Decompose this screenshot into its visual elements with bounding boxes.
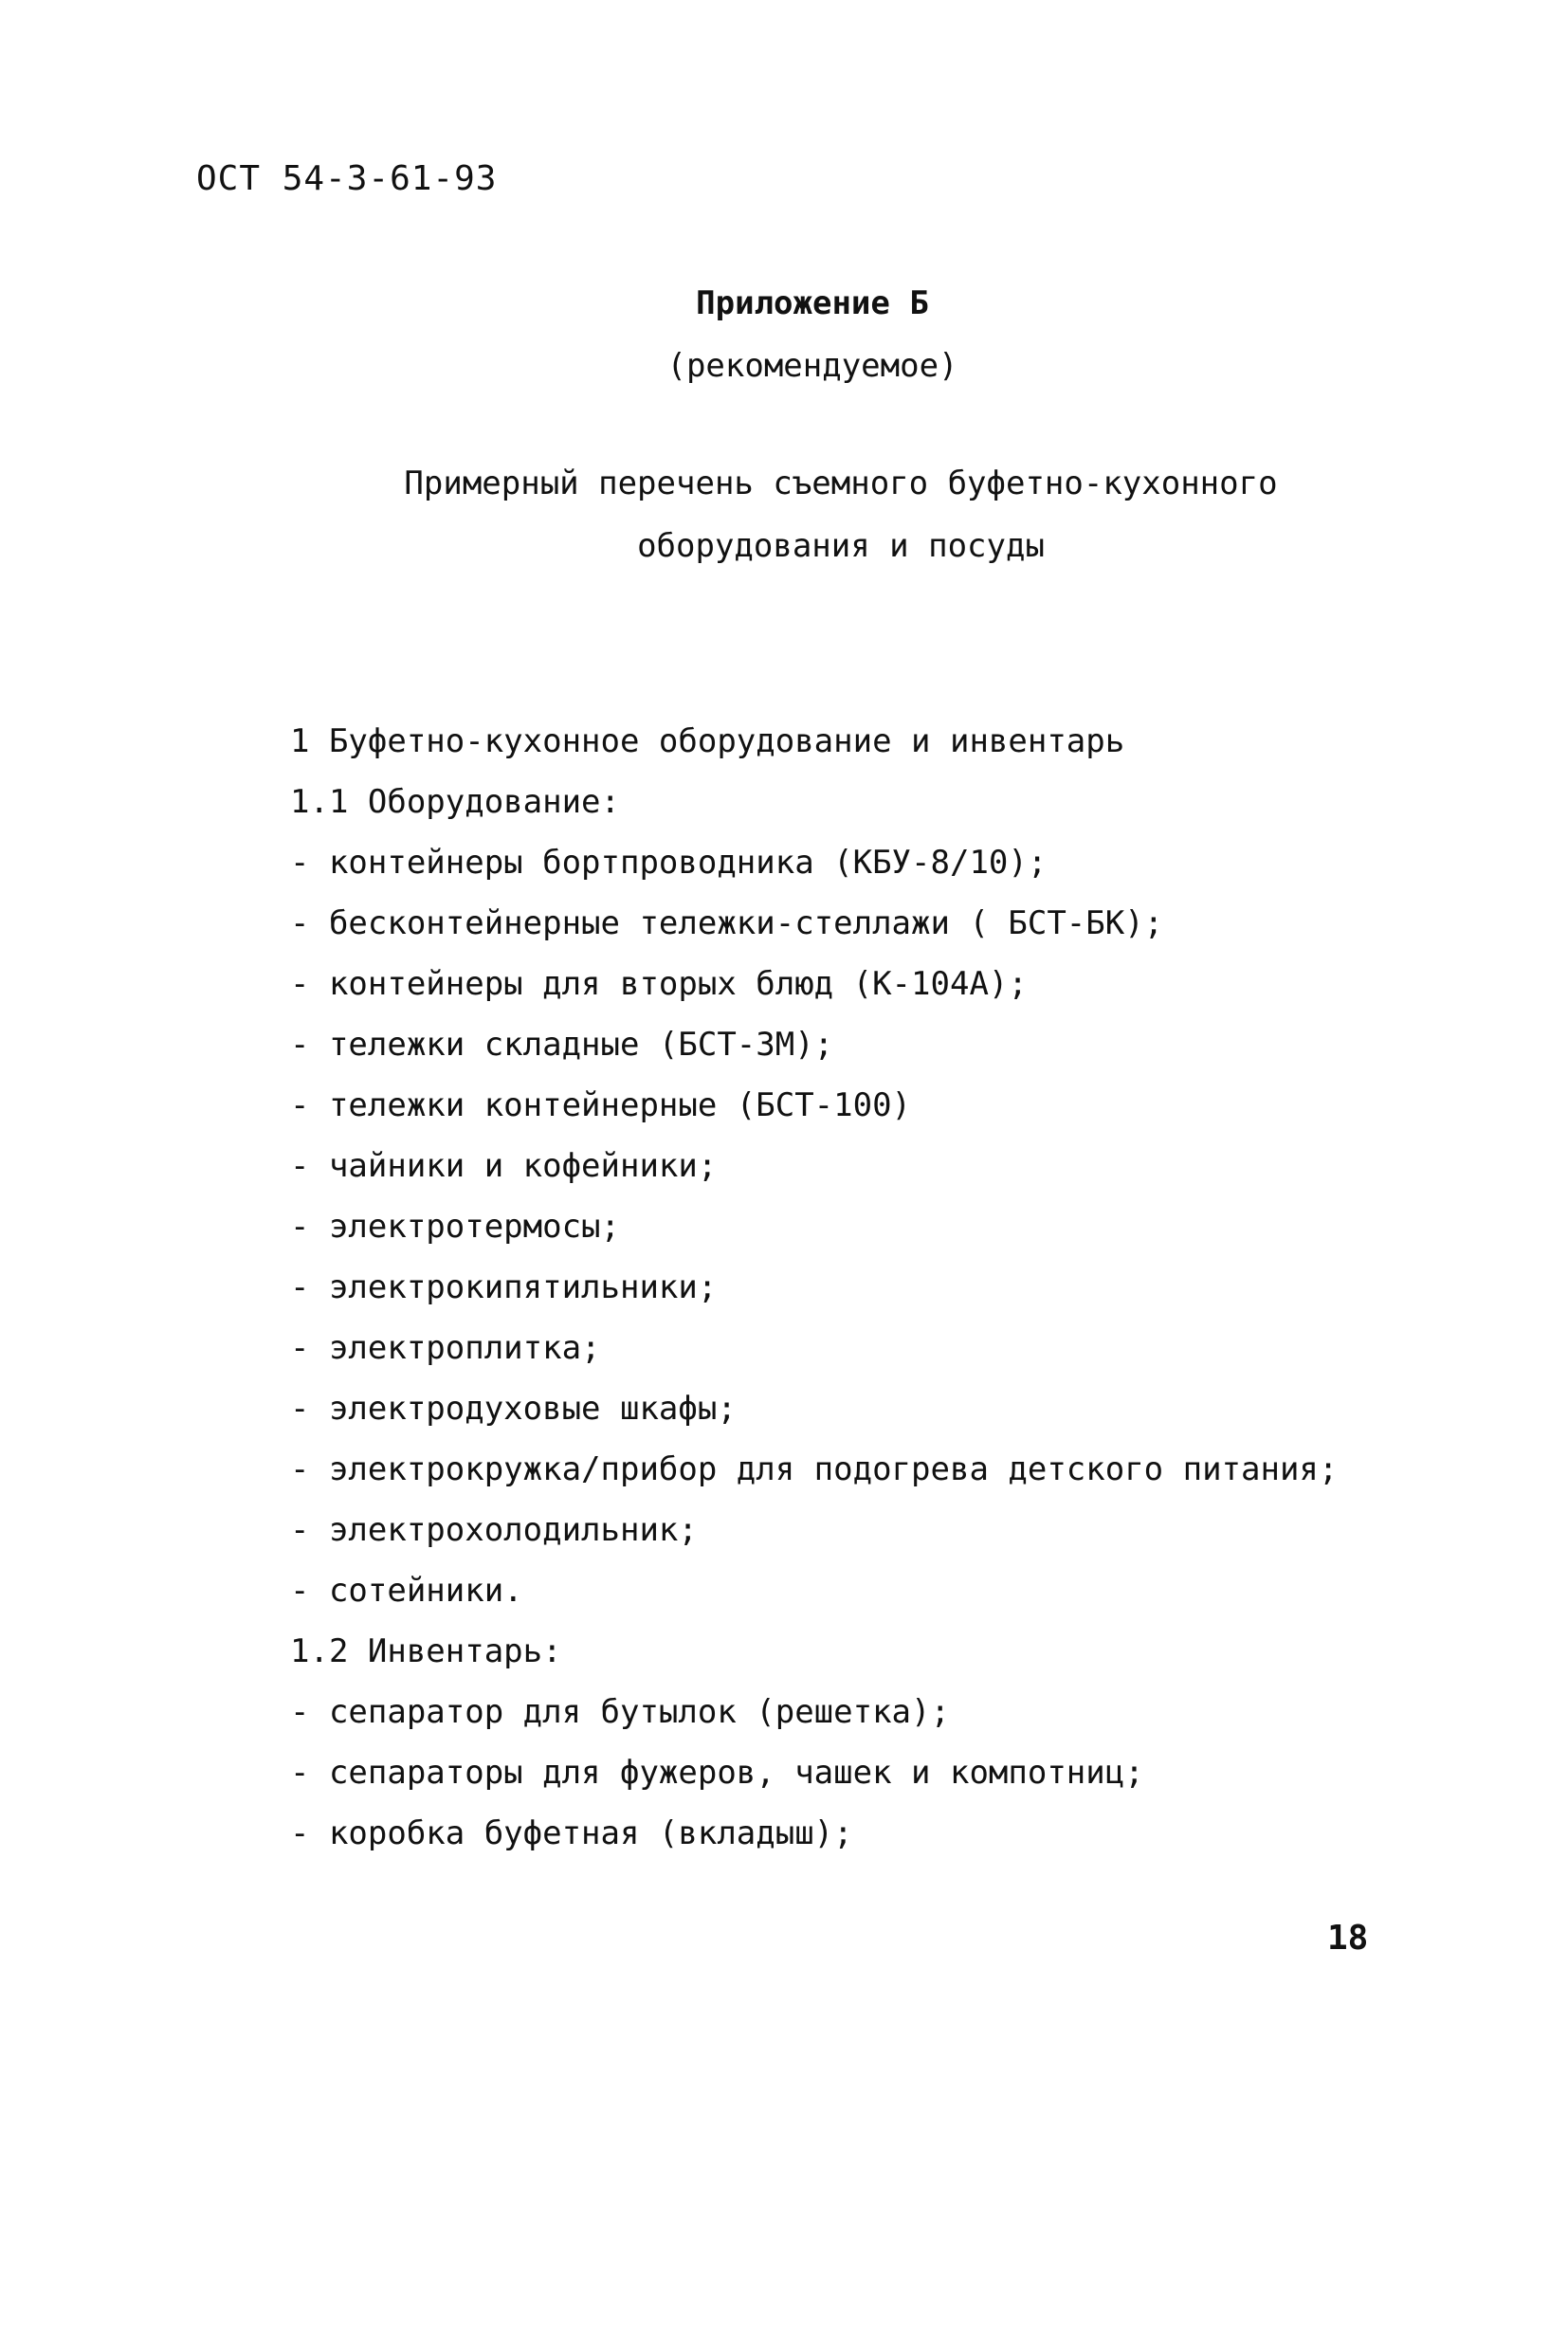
appendix-title: Приложение Б (696, 284, 929, 322)
document-title-line-2: оборудования и посуды (637, 527, 1045, 565)
appendix-note: (рекомендуемое) (666, 347, 958, 385)
list-item: - электрокружка/прибор для подогрева детского питания; (290, 1450, 1339, 1488)
list-item: - электрохолодильник; (290, 1511, 698, 1549)
list-item: - электродуховые шкафы; (290, 1390, 737, 1428)
document-title-line-1: Примерный перечень съемного буфетно-кухонного (404, 465, 1278, 502)
list-item: - коробка буфетная (вкладыш); (290, 1814, 853, 1852)
list-item: - тележки складные (БСТ-3М); (290, 1026, 834, 1064)
list-item: - сепаратор для бутылок (решетка); (290, 1693, 950, 1731)
list-item: - контейнеры для вторых блюд (К-104А); (290, 965, 1028, 1003)
list-item: - бесконтейнерные тележки-стеллажи ( БСТ-БК); (290, 904, 1164, 942)
page-number: 18 (1327, 1919, 1369, 1958)
list-item: - сотейники. (290, 1572, 523, 1610)
subsection-heading: 1.1 Оборудование: (290, 783, 620, 821)
list-item: - электротермосы; (290, 1208, 620, 1246)
equipment-list (290, 711, 1338, 1864)
subsection-heading: 1.2 Инвентарь: (290, 1632, 562, 1670)
list-item: - сепараторы для фужеров, чашек и компотниц; (290, 1754, 1144, 1792)
document-code: ОСТ 54-3-61-93 (196, 159, 498, 198)
list-item: - чайники и кофейники; (290, 1147, 718, 1185)
list-item: - тележки контейнерные (БСТ-100) (290, 1086, 912, 1124)
list-item: - электроплитка; (290, 1329, 601, 1367)
list-item: - электрокипятильники; (290, 1268, 718, 1306)
list-item: - контейнеры бортпроводника (КБУ-8/10); (290, 844, 1048, 882)
section-heading: 1 Буфетно-кухонное оборудование и инвентарь (290, 722, 1125, 760)
